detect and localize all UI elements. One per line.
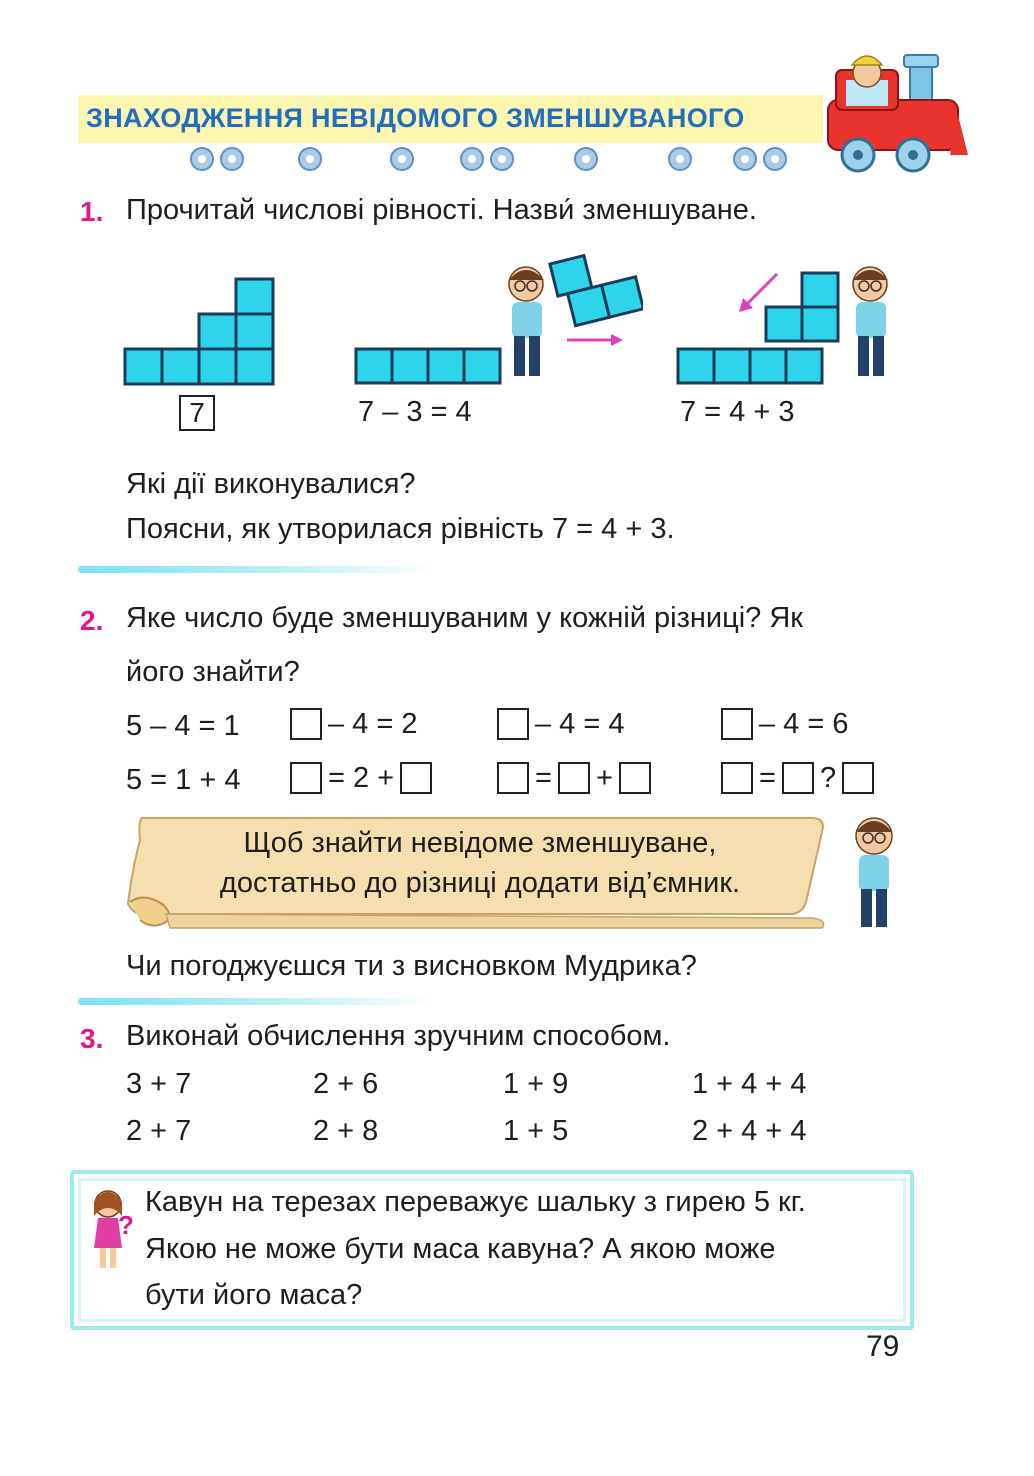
mudryk-boy-icon — [842, 812, 906, 930]
svg-text:?: ? — [118, 1210, 134, 1240]
task3-expr: 2 + 8 — [313, 1115, 379, 1147]
equation-7-eq-4-plus-3: 7 = 4 + 3 — [680, 396, 795, 428]
boy-figure-icon — [498, 262, 558, 382]
girl-question-icon — [88, 1186, 134, 1274]
wheel-decoration — [180, 145, 800, 175]
row1-col3 — [497, 707, 625, 741]
boxed-number: 7 — [179, 395, 215, 431]
arrow-right-icon — [565, 332, 625, 348]
answer-box[interactable] — [558, 762, 590, 794]
task3-expr: 1 + 4 + 4 — [692, 1068, 807, 1100]
task3-prompt: Виконай обчислення зручним способом. — [126, 1020, 671, 1052]
answer-box[interactable] — [721, 708, 753, 740]
row2-col2-text: = 2 + — [328, 761, 395, 794]
row1-col2 — [290, 707, 418, 741]
separator-2 — [78, 998, 438, 1005]
answer-box[interactable] — [782, 762, 814, 794]
row2-col1-text: 5 = 1 + 4 — [126, 763, 241, 796]
task3-expr: 3 + 7 — [126, 1068, 192, 1100]
equation-7-minus-3: 7 – 3 = 4 — [358, 396, 472, 428]
task3-expr: 2 + 6 — [313, 1068, 379, 1100]
answer-box[interactable] — [842, 762, 874, 794]
row2-col3 — [497, 761, 651, 795]
extra-line-3: бути його маса? — [145, 1279, 363, 1311]
row1-col4-text: – 4 = 6 — [759, 707, 849, 740]
task2-prompt-line2: його знайти? — [126, 656, 300, 688]
answer-box[interactable] — [400, 762, 432, 794]
task1-question-1: Які дії виконувалися? — [126, 468, 416, 500]
row1-col1 — [126, 709, 240, 743]
task-number-2: 2. — [80, 605, 104, 636]
row2-col1 — [126, 763, 241, 797]
task3-expr: 1 + 9 — [503, 1068, 569, 1100]
row1-col4 — [721, 707, 849, 741]
extra-line-2: Якою не може бути маса кавуна? А якою може — [145, 1233, 776, 1265]
row2-col4-eq: = — [759, 761, 776, 794]
answer-box[interactable] — [721, 762, 753, 794]
page-number: 79 — [866, 1330, 900, 1363]
answer-box[interactable] — [290, 762, 322, 794]
row2-col4-q: ? — [819, 761, 837, 794]
rule-line-1: Щоб знайти невідоме зменшуване, — [243, 827, 717, 859]
row1-col2-text: – 4 = 2 — [328, 707, 418, 740]
blocks-row-4 — [353, 345, 505, 387]
row2-col3-eq: = — [535, 761, 552, 794]
task1-question-2: Поясни, як утворилася рівність 7 = 4 + 3. — [126, 513, 675, 545]
answer-box[interactable] — [290, 708, 322, 740]
row1-col1-text: 5 – 4 = 1 — [126, 709, 240, 742]
task1-prompt: Прочитай числові рівності. Назви́ зменшуване. — [126, 194, 757, 226]
task3-expr: 1 + 5 — [503, 1115, 569, 1147]
boy-figure-icon-2 — [840, 262, 900, 382]
answer-box[interactable] — [497, 708, 529, 740]
task3-expr: 2 + 4 + 4 — [692, 1115, 807, 1147]
row2-col4 — [721, 761, 874, 795]
answer-box[interactable] — [497, 762, 529, 794]
task3-expr: 2 + 7 — [126, 1115, 192, 1147]
arrow-down-left-icon — [735, 270, 781, 316]
row1-col3-text: – 4 = 4 — [535, 707, 625, 740]
task-number-1: 1. — [80, 196, 104, 227]
row2-col3-plus: + — [595, 761, 613, 794]
rule-line-2: достатньо до різниці додати від’ємник. — [219, 867, 741, 899]
separator-1 — [78, 566, 438, 573]
blocks-removed-3 — [548, 242, 643, 342]
answer-box[interactable] — [619, 762, 651, 794]
train-icon — [818, 45, 968, 180]
blocks-staircase — [122, 275, 277, 387]
page-title: ЗНАХОДЖЕННЯ НЕВІДОМОГО ЗМЕНШУВАНОГО — [86, 103, 745, 133]
extra-line-1: Кавун на терезах переважує шальку з гирею 5 кг. — [145, 1186, 806, 1218]
task2-prompt-line1: Яке число буде зменшуваним у кожній різниці? Як — [126, 602, 803, 634]
task2-question: Чи погоджуєшся ти з висновком Мудрика? — [126, 950, 697, 982]
blocks-row-4-b — [675, 345, 827, 387]
row2-col2 — [290, 761, 432, 795]
task-number-3: 3. — [80, 1023, 104, 1054]
